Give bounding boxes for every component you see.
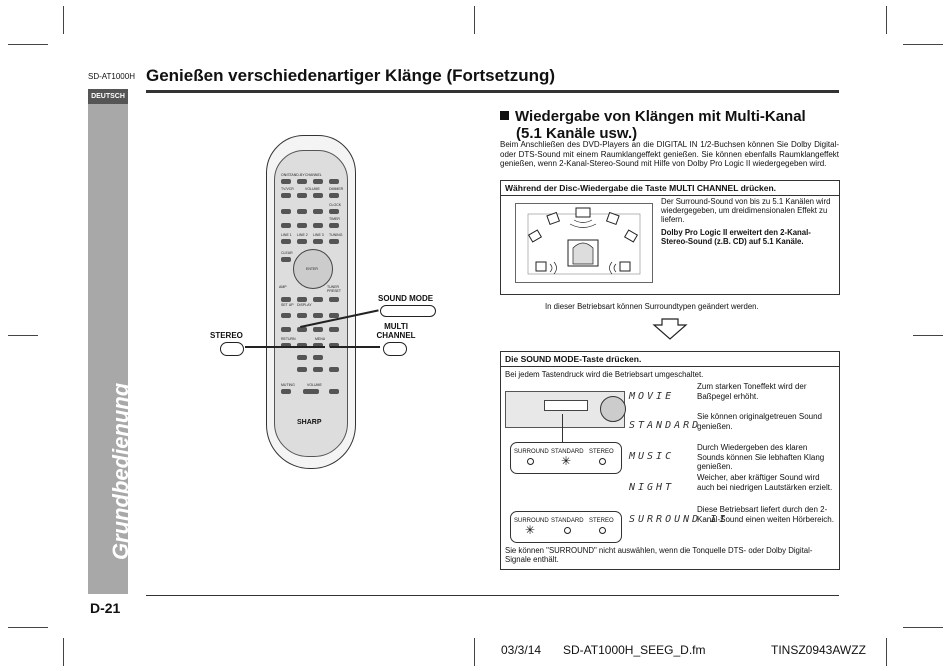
remote-button	[329, 223, 339, 228]
remote-label: AMP	[279, 285, 287, 289]
remote-button	[297, 355, 307, 360]
sidebar-main-title: Grundbedienung	[108, 382, 133, 560]
crop-mark	[8, 44, 48, 45]
multi-channel-step-box	[500, 180, 840, 295]
crop-mark	[474, 6, 475, 34]
crop-mark	[903, 627, 943, 628]
language-tab: DEUTSCH	[88, 89, 128, 104]
remote-button	[281, 179, 291, 184]
remote-body	[274, 150, 348, 457]
remote-button	[313, 193, 323, 198]
mode-desc-night: Weicher, aber kräftiger Sound wird auch bei niedrigen Lautstärken erzielt.	[697, 473, 833, 492]
panel-label-stereo: STEREO	[589, 449, 614, 455]
remote-button	[281, 239, 291, 244]
remote-button	[313, 367, 323, 372]
panel-label-stereo: STEREO	[589, 518, 614, 524]
mode-desc-music: Durch Wiedergeben des klaren Sounds können Sie lebhaften Klang genießen.	[697, 443, 825, 471]
remote-label: MENU	[315, 337, 326, 341]
remote-button	[281, 223, 291, 228]
remote-label: DISPLAY	[297, 303, 312, 307]
crop-mark	[63, 6, 64, 34]
page-title: Genießen verschiedenartiger Klänge (Fortsetzung)	[146, 66, 556, 85]
callout-multi-channel-label: MULTI CHANNEL	[376, 322, 416, 340]
lcd-movie: MOVIE	[629, 391, 675, 402]
remote-button	[281, 327, 291, 332]
multi-channel-description: Der Surround-Sound von bis zu 5.1 Kanälen wird wiedergegeben, um dreidimensionalen Effekt zu liefern.	[661, 197, 831, 225]
panel-label-standard: STANDARD	[551, 518, 584, 524]
mode-desc-standard: Sie können originalgetreuen Sound genießen.	[697, 412, 822, 431]
panel-label-surround: SURROUND	[514, 449, 549, 455]
multi-channel-button-icon	[383, 342, 407, 356]
callout-line-stereo	[245, 346, 325, 348]
bottom-rule	[146, 595, 839, 596]
remote-button	[313, 297, 323, 302]
remote-button	[303, 389, 319, 394]
remote-button	[329, 193, 339, 198]
remote-button	[297, 297, 307, 302]
sound-mode-subtext: Bei jedem Tastendruck wird die Betriebsart umgeschaltet.	[505, 370, 704, 379]
remote-button	[313, 355, 323, 360]
mode-desc-movie: Zum starken Toneffekt wird der Baßpegel erhöht.	[697, 382, 807, 401]
lcd-standard: STANDARD	[629, 420, 702, 431]
sound-mode-step-heading: Die SOUND MODE-Taste drücken.	[501, 352, 839, 367]
sidebar-vertical-title	[108, 355, 143, 560]
remote-button	[329, 297, 339, 302]
remote-label: SET UP	[281, 303, 294, 307]
crop-mark	[886, 638, 887, 666]
callout-sound-mode-label: SOUND MODE	[378, 294, 434, 303]
crop-mark	[8, 335, 38, 336]
stereo-indicator-icon	[599, 527, 606, 534]
crop-mark	[8, 627, 48, 628]
volume-knob-icon	[600, 396, 626, 422]
remote-label: MUTING	[281, 383, 295, 387]
section-title-line2: (5.1 Kanäle usw.)	[516, 125, 638, 142]
remote-label: CLOCK	[329, 203, 342, 207]
crop-mark	[474, 638, 475, 666]
remote-label: LINE 1	[281, 233, 292, 237]
remote-button	[313, 209, 323, 214]
remote-button	[297, 209, 307, 214]
remote-button	[329, 367, 339, 372]
remote-button	[329, 389, 339, 394]
remote-label: VOLUME	[307, 383, 322, 387]
footer-date: 03/3/14	[501, 643, 542, 657]
remote-label: CHANNEL	[305, 173, 322, 177]
crop-mark	[63, 638, 64, 666]
footer-code: TINSZ0943AWZZ	[771, 643, 866, 657]
remote-label: CLEAR	[281, 251, 293, 255]
lcd-night: NIGHT	[629, 482, 675, 493]
remote-button	[297, 313, 307, 318]
lcd-music: MUSIC	[629, 451, 675, 462]
remote-button	[329, 239, 339, 244]
square-bullet-icon	[500, 111, 509, 120]
mode-change-note: In dieser Betriebsart können Surroundtypen geändert werden.	[545, 302, 759, 311]
unit-display-window	[544, 400, 588, 411]
button-panel-surround	[510, 511, 622, 543]
section-title	[500, 108, 806, 142]
remote-button	[281, 193, 291, 198]
remote-button	[297, 223, 307, 228]
remote-label: TIMER	[329, 217, 340, 221]
remote-button	[297, 327, 307, 332]
remote-button	[329, 179, 339, 184]
remote-button	[313, 179, 323, 184]
lcd-surround: SURROUND II	[629, 514, 729, 525]
remote-label: LINE 3	[313, 233, 324, 237]
remote-button	[281, 313, 291, 318]
panel-label-standard: STANDARD	[551, 449, 584, 455]
speaker-layout-diagram	[515, 203, 653, 283]
remote-button	[281, 389, 291, 394]
remote-label: TUNING	[329, 233, 343, 237]
remote-button	[329, 327, 339, 332]
page-number: D-21	[90, 600, 121, 616]
remote-button	[313, 313, 323, 318]
footer-file: SD-AT1000H_SEEG_D.fm	[563, 643, 706, 657]
callout-stereo-label: STEREO	[210, 331, 243, 340]
button-panel-standard	[510, 442, 622, 474]
crop-mark	[886, 6, 887, 34]
remote-button	[297, 179, 307, 184]
sound-mode-button-icon	[380, 305, 436, 317]
title-rule	[146, 90, 839, 93]
remote-button	[297, 367, 307, 372]
panel-label-surround: SURROUND	[514, 518, 549, 524]
callout-line-multi-channel	[330, 346, 380, 348]
multi-channel-step-heading: Während der Disc-Wiedergabe die Taste MULTI CHANNEL drücken.	[501, 181, 839, 196]
remote-label: VOLUME	[305, 187, 320, 191]
remote-button	[281, 209, 291, 214]
remote-label: RETURN	[281, 337, 296, 341]
remote-button	[329, 209, 339, 214]
unit-display-illustration	[505, 391, 625, 428]
surround-lit-indicator-icon: ✳	[525, 523, 536, 537]
remote-label: ENTER	[306, 267, 318, 271]
remote-dpad	[293, 249, 333, 289]
sound-mode-step-box	[500, 351, 840, 570]
remote-button	[281, 257, 291, 262]
remote-button	[281, 297, 291, 302]
remote-button	[297, 193, 307, 198]
remote-label: DIMMER	[329, 187, 344, 191]
remote-button	[313, 239, 323, 244]
remote-brand: SHARP	[297, 419, 322, 426]
surround-indicator-icon	[527, 458, 534, 465]
remote-label: ON/STAND-BY	[281, 173, 305, 177]
intro-paragraph: Beim Anschließen des DVD-Players an die DIGITAL IN 1/2-Buchsen können Sie Dolby Digital- oder DTS-Sound mit einem Raumklangeffekt genießen. Sie können ebenfalls Raumklangeffekt genießen, wenn 2-Kanal-Stereo-Sound mit Hilfe von Dolby Pro Logic II wiedergegeben wird.	[500, 140, 839, 168]
sound-mode-footnote: Sie können "SURROUND" nicht auswählen, wenn die Tonquelle DTS- oder Dolby Digital-Signale enthält.	[505, 546, 813, 565]
mode-desc-surround: Diese Betriebsart liefert durch den 2-Kanal-Sound einen weiten Hörbereich.	[697, 505, 834, 524]
surround-speaker-icon	[516, 204, 652, 282]
down-arrow-icon	[652, 318, 688, 340]
section-title-line1: Wiedergabe von Klängen mit Multi-Kanal	[515, 108, 806, 125]
sidebar-subtitle: - Genießen verschiedenartiger Klänge -	[132, 355, 144, 560]
model-number: SD-AT1000H	[88, 72, 135, 81]
stereo-button-icon	[220, 342, 244, 356]
standard-lit-indicator-icon: ✳	[561, 454, 572, 468]
remote-control-illustration	[266, 135, 356, 469]
remote-label: TUNER PRESET	[327, 285, 342, 293]
standard-indicator-icon	[564, 527, 571, 534]
stereo-indicator-icon	[599, 458, 606, 465]
remote-label: LINE 2	[297, 233, 308, 237]
pro-logic-description: Dolby Pro Logic II erweitert den 2-Kanal-Stereo-Sound (z.B. CD) auf 5.1 Kanäle.	[661, 228, 811, 247]
remote-button	[297, 239, 307, 244]
remote-button	[313, 223, 323, 228]
crop-mark	[913, 335, 943, 336]
crop-mark	[903, 44, 943, 45]
remote-button	[313, 327, 323, 332]
remote-label: TV/VCR	[281, 187, 294, 191]
